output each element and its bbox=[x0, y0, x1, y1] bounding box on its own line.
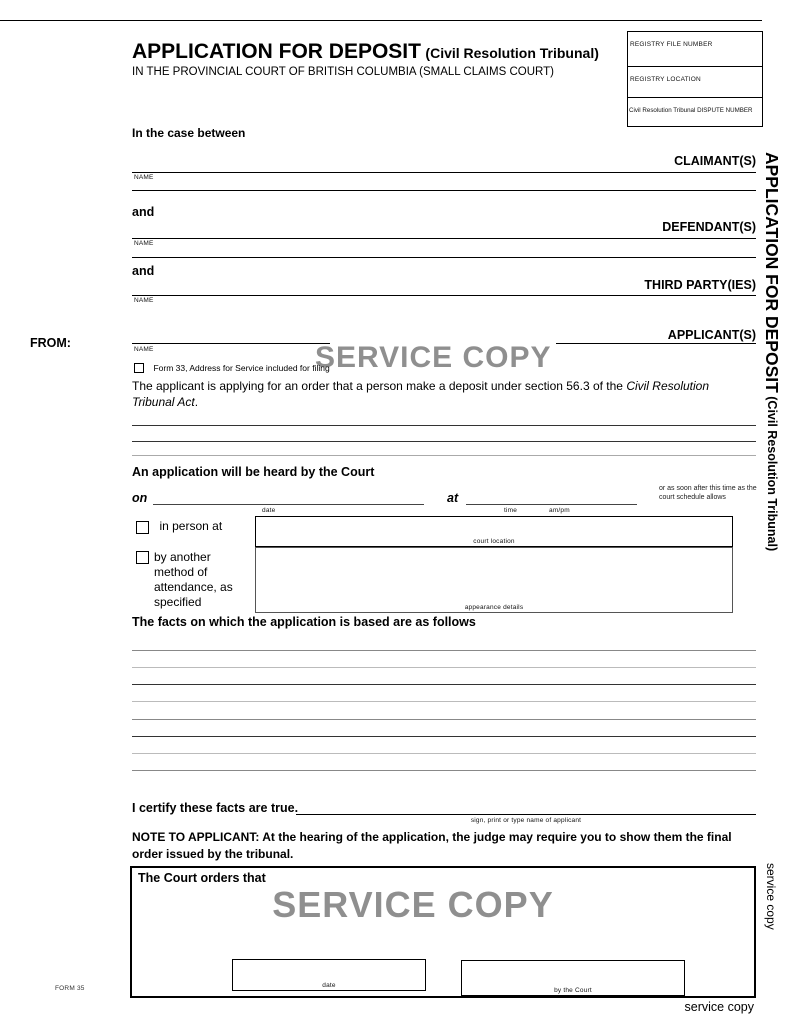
applicant-name-line[interactable] bbox=[132, 343, 330, 344]
third-party-label: THIRD PARTY(IES) bbox=[644, 278, 756, 292]
statement-fill-line[interactable] bbox=[132, 455, 756, 456]
third-party-name-line[interactable] bbox=[132, 295, 756, 296]
and-label: and bbox=[132, 205, 155, 219]
form33-row bbox=[134, 359, 330, 377]
defendant-label: DEFENDANT(S) bbox=[662, 220, 756, 234]
facts-line[interactable] bbox=[132, 684, 756, 685]
in-person-checkbox[interactable] bbox=[136, 521, 149, 534]
service-copy-watermark: SERVICE COPY bbox=[315, 341, 552, 374]
service-copy-watermark: SERVICE COPY bbox=[272, 884, 554, 925]
time-label: time bbox=[504, 507, 518, 514]
court-order-box[interactable] bbox=[130, 866, 756, 998]
other-method-checkbox[interactable] bbox=[136, 551, 149, 564]
form-number-label: FORM 35 bbox=[55, 985, 85, 992]
schedule-note: or as soon after this time as the court schedule allows bbox=[659, 485, 757, 502]
vertical-title-main: APPLICATION FOR DEPOSIT bbox=[762, 152, 782, 393]
title-suffix: (Civil Resolution Tribunal) bbox=[425, 45, 599, 61]
service-copy-footer-label: service copy bbox=[684, 1000, 754, 1014]
ampm-label: am/pm bbox=[549, 507, 570, 514]
registry-file-number-label: REGISTRY FILE NUMBER bbox=[630, 41, 713, 48]
from-label: FROM: bbox=[30, 336, 71, 350]
facts-line[interactable] bbox=[132, 667, 756, 668]
at-label: at bbox=[447, 491, 459, 505]
application-statement bbox=[132, 379, 746, 410]
crt-dispute-number-field[interactable] bbox=[628, 98, 762, 130]
name-label: NAME bbox=[134, 174, 154, 181]
claimant-label: CLAIMANT(S) bbox=[674, 154, 756, 168]
by-the-court-label: by the Court bbox=[554, 987, 592, 994]
vertical-service-copy-label: service copy bbox=[764, 863, 778, 930]
facts-heading: The facts on which the application is based are as follows bbox=[132, 615, 476, 629]
applicant-label: APPLICANT(S) bbox=[667, 328, 756, 342]
court-orders-heading: The Court orders that bbox=[138, 871, 266, 885]
hearing-time-line[interactable] bbox=[466, 504, 637, 505]
crt-dispute-number-label: Civil Resolution Tribunal DISPUTE NUMBER bbox=[629, 107, 753, 114]
statement-prefix: The applicant is applying for an order that a person make a deposit under section 56.3 of the bbox=[132, 379, 627, 393]
statement-fill-line[interactable] bbox=[132, 425, 756, 426]
other-method-row bbox=[136, 550, 254, 610]
signature-hint-label: sign, print or type name of applicant bbox=[470, 817, 582, 824]
appearance-details-label: appearance details bbox=[464, 604, 524, 611]
form33-label: Form 33, Address for Service included for filing bbox=[153, 362, 330, 373]
facts-line[interactable] bbox=[132, 701, 756, 702]
statement-fill-line[interactable] bbox=[132, 441, 756, 442]
facts-line[interactable] bbox=[132, 719, 756, 720]
page-subtitle: IN THE PROVINCIAL COURT OF BRITISH COLUMBIA (SMALL CLAIMS COURT) bbox=[132, 66, 554, 78]
in-person-label: in person at bbox=[159, 519, 223, 533]
applicant-underline bbox=[556, 343, 756, 344]
registry-file-number-field[interactable] bbox=[628, 32, 762, 67]
defendant-name-line[interactable] bbox=[132, 238, 756, 239]
appearance-details-field[interactable] bbox=[255, 547, 733, 613]
on-label: on bbox=[132, 491, 148, 505]
in-person-row bbox=[136, 519, 222, 537]
claimant-name-line-2[interactable] bbox=[132, 190, 756, 191]
hearing-date-line[interactable] bbox=[153, 504, 424, 505]
registry-location-field[interactable] bbox=[628, 67, 762, 98]
facts-line[interactable] bbox=[132, 770, 756, 771]
statement-act-title: Civil Resolution Tribunal Act bbox=[132, 379, 710, 409]
name-label: NAME bbox=[134, 346, 154, 353]
hearing-heading: An application will be heard by the Court bbox=[132, 465, 375, 479]
statement-suffix: . bbox=[194, 394, 199, 409]
facts-line[interactable] bbox=[132, 736, 756, 737]
date-label: date bbox=[262, 507, 276, 514]
case-between-heading: In the case between bbox=[132, 126, 246, 140]
name-label: NAME bbox=[134, 297, 154, 304]
order-date-label: date bbox=[322, 982, 336, 989]
signature-line[interactable] bbox=[296, 814, 756, 815]
note-to-applicant: NOTE TO APPLICANT: At the hearing of the application, the judge may require you to show them the final order issued by the tribunal. bbox=[132, 830, 732, 861]
form33-checkbox[interactable] bbox=[134, 363, 144, 373]
facts-line[interactable] bbox=[132, 753, 756, 754]
defendant-name-line-2[interactable] bbox=[132, 257, 756, 258]
registry-location-label: REGISTRY LOCATION bbox=[630, 76, 701, 83]
name-label: NAME bbox=[134, 240, 154, 247]
certify-label: I certify these facts are true. bbox=[132, 801, 299, 815]
page-title bbox=[132, 40, 599, 64]
and-label: and bbox=[132, 264, 155, 278]
order-date-field[interactable] bbox=[232, 959, 426, 991]
vertical-title-suffix: (Civil Resolution Tribunal) bbox=[765, 392, 779, 552]
title-main: APPLICATION FOR DEPOSIT bbox=[132, 40, 421, 63]
claimant-name-line[interactable] bbox=[132, 172, 756, 173]
facts-line[interactable] bbox=[132, 650, 756, 651]
court-location-label: court location bbox=[473, 538, 515, 545]
page-top-rule bbox=[0, 20, 762, 21]
court-location-field[interactable] bbox=[255, 516, 733, 547]
by-the-court-field[interactable] bbox=[461, 960, 685, 996]
registry-box bbox=[627, 31, 763, 127]
other-method-label: by another method of attendance, as specified bbox=[154, 550, 233, 609]
